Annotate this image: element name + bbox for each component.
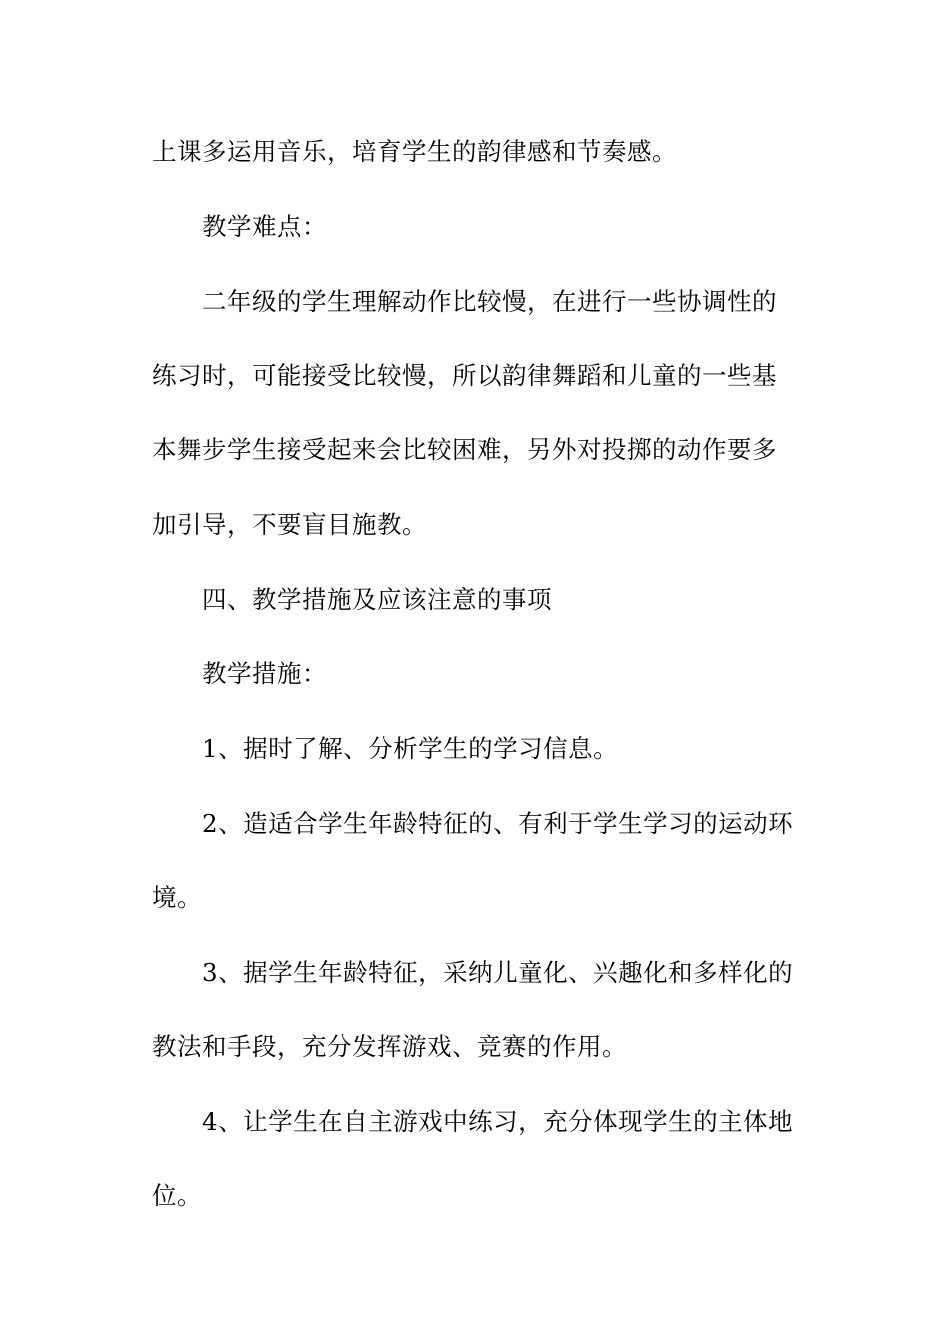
paragraph-line: 练习时，可能接受比较慢，所以韵律舞蹈和儿童的一些基 <box>152 361 777 390</box>
list-item: 1、据时了解、分析学生的学习信息。 <box>202 734 619 763</box>
paragraph-line: 加引导，不要盲目施教。 <box>152 510 427 539</box>
section-heading: 教学措施： <box>202 659 327 688</box>
paragraph-line: 二年级的学生理解动作比较慢，在进行一些协调性的 <box>202 287 777 316</box>
list-item: 4、让学生在自主游戏中练习，充分体现学生的主体地 <box>202 1107 794 1136</box>
list-item: 2、造适合学生年龄特征的、有利于学生学习的运动环 <box>202 809 794 838</box>
list-item: 3、据学生年龄特征，采纳儿童化、兴趣化和多样化的 <box>202 958 794 987</box>
paragraph-line: 境。 <box>152 883 202 912</box>
paragraph-line: 位。 <box>152 1181 202 1210</box>
paragraph-line: 教法和手段，充分发挥游戏、竞赛的作用。 <box>152 1032 627 1061</box>
section-heading: 教学难点： <box>202 212 327 241</box>
paragraph-line: 上课多运用音乐，培育学生的韵律感和节奏感。 <box>152 137 677 166</box>
paragraph-line: 本舞步学生接受起来会比较困难，另外对投掷的动作要多 <box>152 435 777 464</box>
section-heading: 四、教学措施及应该注意的事项 <box>202 585 552 614</box>
